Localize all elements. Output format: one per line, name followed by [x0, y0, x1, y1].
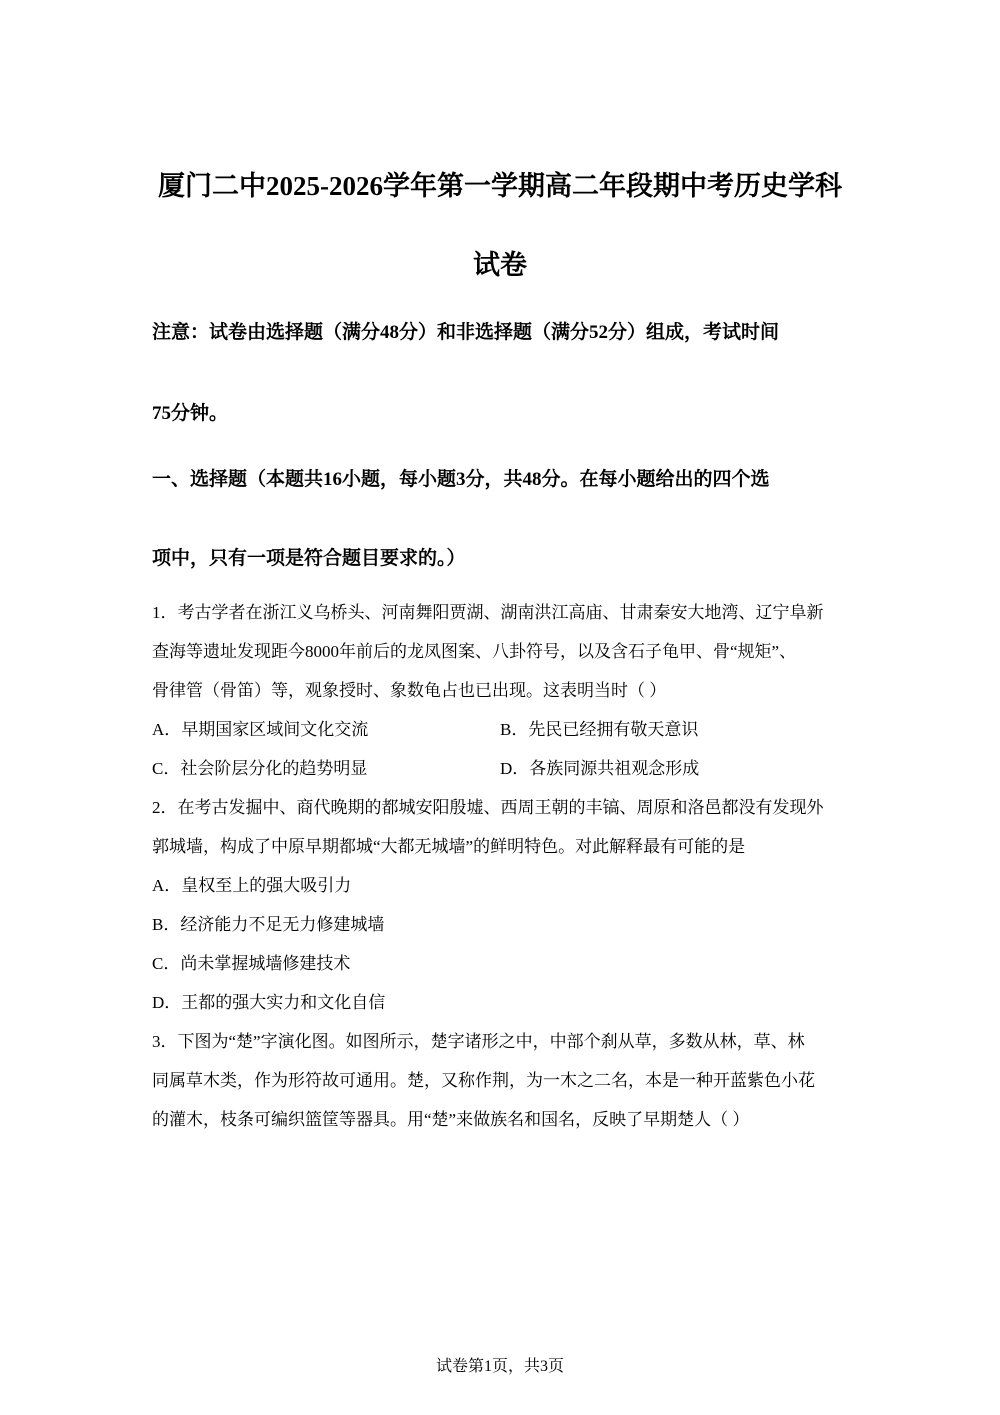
- question-2-line1: 2．在考古发掘中、商代晚期的都城安阳殷墟、西周王朝的丰镐、周原和洛邑都没有发现外: [152, 798, 824, 817]
- question-1-line3: 骨律管（骨笛）等，观象授时、象数龟占也已出现。这表明当时（ ）: [152, 681, 667, 700]
- question-1-option-c: C．社会阶层分化的趋势明显: [152, 759, 368, 778]
- question-1-option-d: D．各族同源共祖观念形成: [500, 759, 700, 778]
- page-footer: 试卷第1页，共3页: [435, 1358, 564, 1375]
- question-2-line2: 郭城墙，构成了中原早期都城“大都无城墙”的鲜明特色。对此解释最有可能的是: [152, 837, 746, 856]
- exam-title-line2: 试卷: [473, 250, 527, 280]
- question-3-line2: 同属草木类，作为形符故可通用。楚，又称作荆，为一木之二名，本是一种开蓝紫色小花: [152, 1071, 815, 1090]
- question-3-line3: 的灌木，枝条可编织篮筐等器具。用“楚”来做族名和国名，反映了早期楚人（ ）: [152, 1110, 750, 1129]
- question-1-option-a: A．早期国家区域间文化交流: [152, 720, 369, 739]
- notice-line2: 75分钟。: [152, 403, 229, 424]
- question-2-option-b: B．经济能力不足无力修建城墙: [152, 915, 385, 934]
- section1-heading-line2: 项中，只有一项是符合题目要求的。）: [152, 548, 466, 569]
- question-2-option-d: D．王都的强大实力和文化自信: [152, 993, 386, 1012]
- notice-line1: 注意：试卷由选择题（满分48分）和非选择题（满分52分）组成，考试时间: [152, 322, 780, 343]
- question-2-option-c: C．尚未掌握城墙修建技术: [152, 954, 351, 973]
- question-1-line2: 查海等遗址发现距今8000年前后的龙凤图案、八卦符号，以及含石子龟甲、骨“规矩”、: [152, 642, 797, 661]
- question-1-line1: 1．考古学者在浙江义乌桥头、河南舞阳贾湖、湖南洪江高庙、甘肃秦安大地湾、辽宁阜新: [152, 603, 824, 622]
- question-3-line1: 3．下图为“楚”字演化图。如图所示，楚字诸形之中，中部个刹从草，多数从林，草、林: [152, 1032, 805, 1051]
- section1-heading-line1: 一、选择题（本题共16小题，每小题3分，共48分。在每小题给出的四个选: [152, 469, 770, 490]
- question-1-option-b: B．先民已经拥有敬天意识: [500, 720, 699, 739]
- question-2-option-a: A．皇权至上的强大吸引力: [152, 876, 352, 895]
- exam-title-line1: 厦门二中2025-2026学年第一学期高二年段期中考历史学科: [158, 171, 842, 201]
